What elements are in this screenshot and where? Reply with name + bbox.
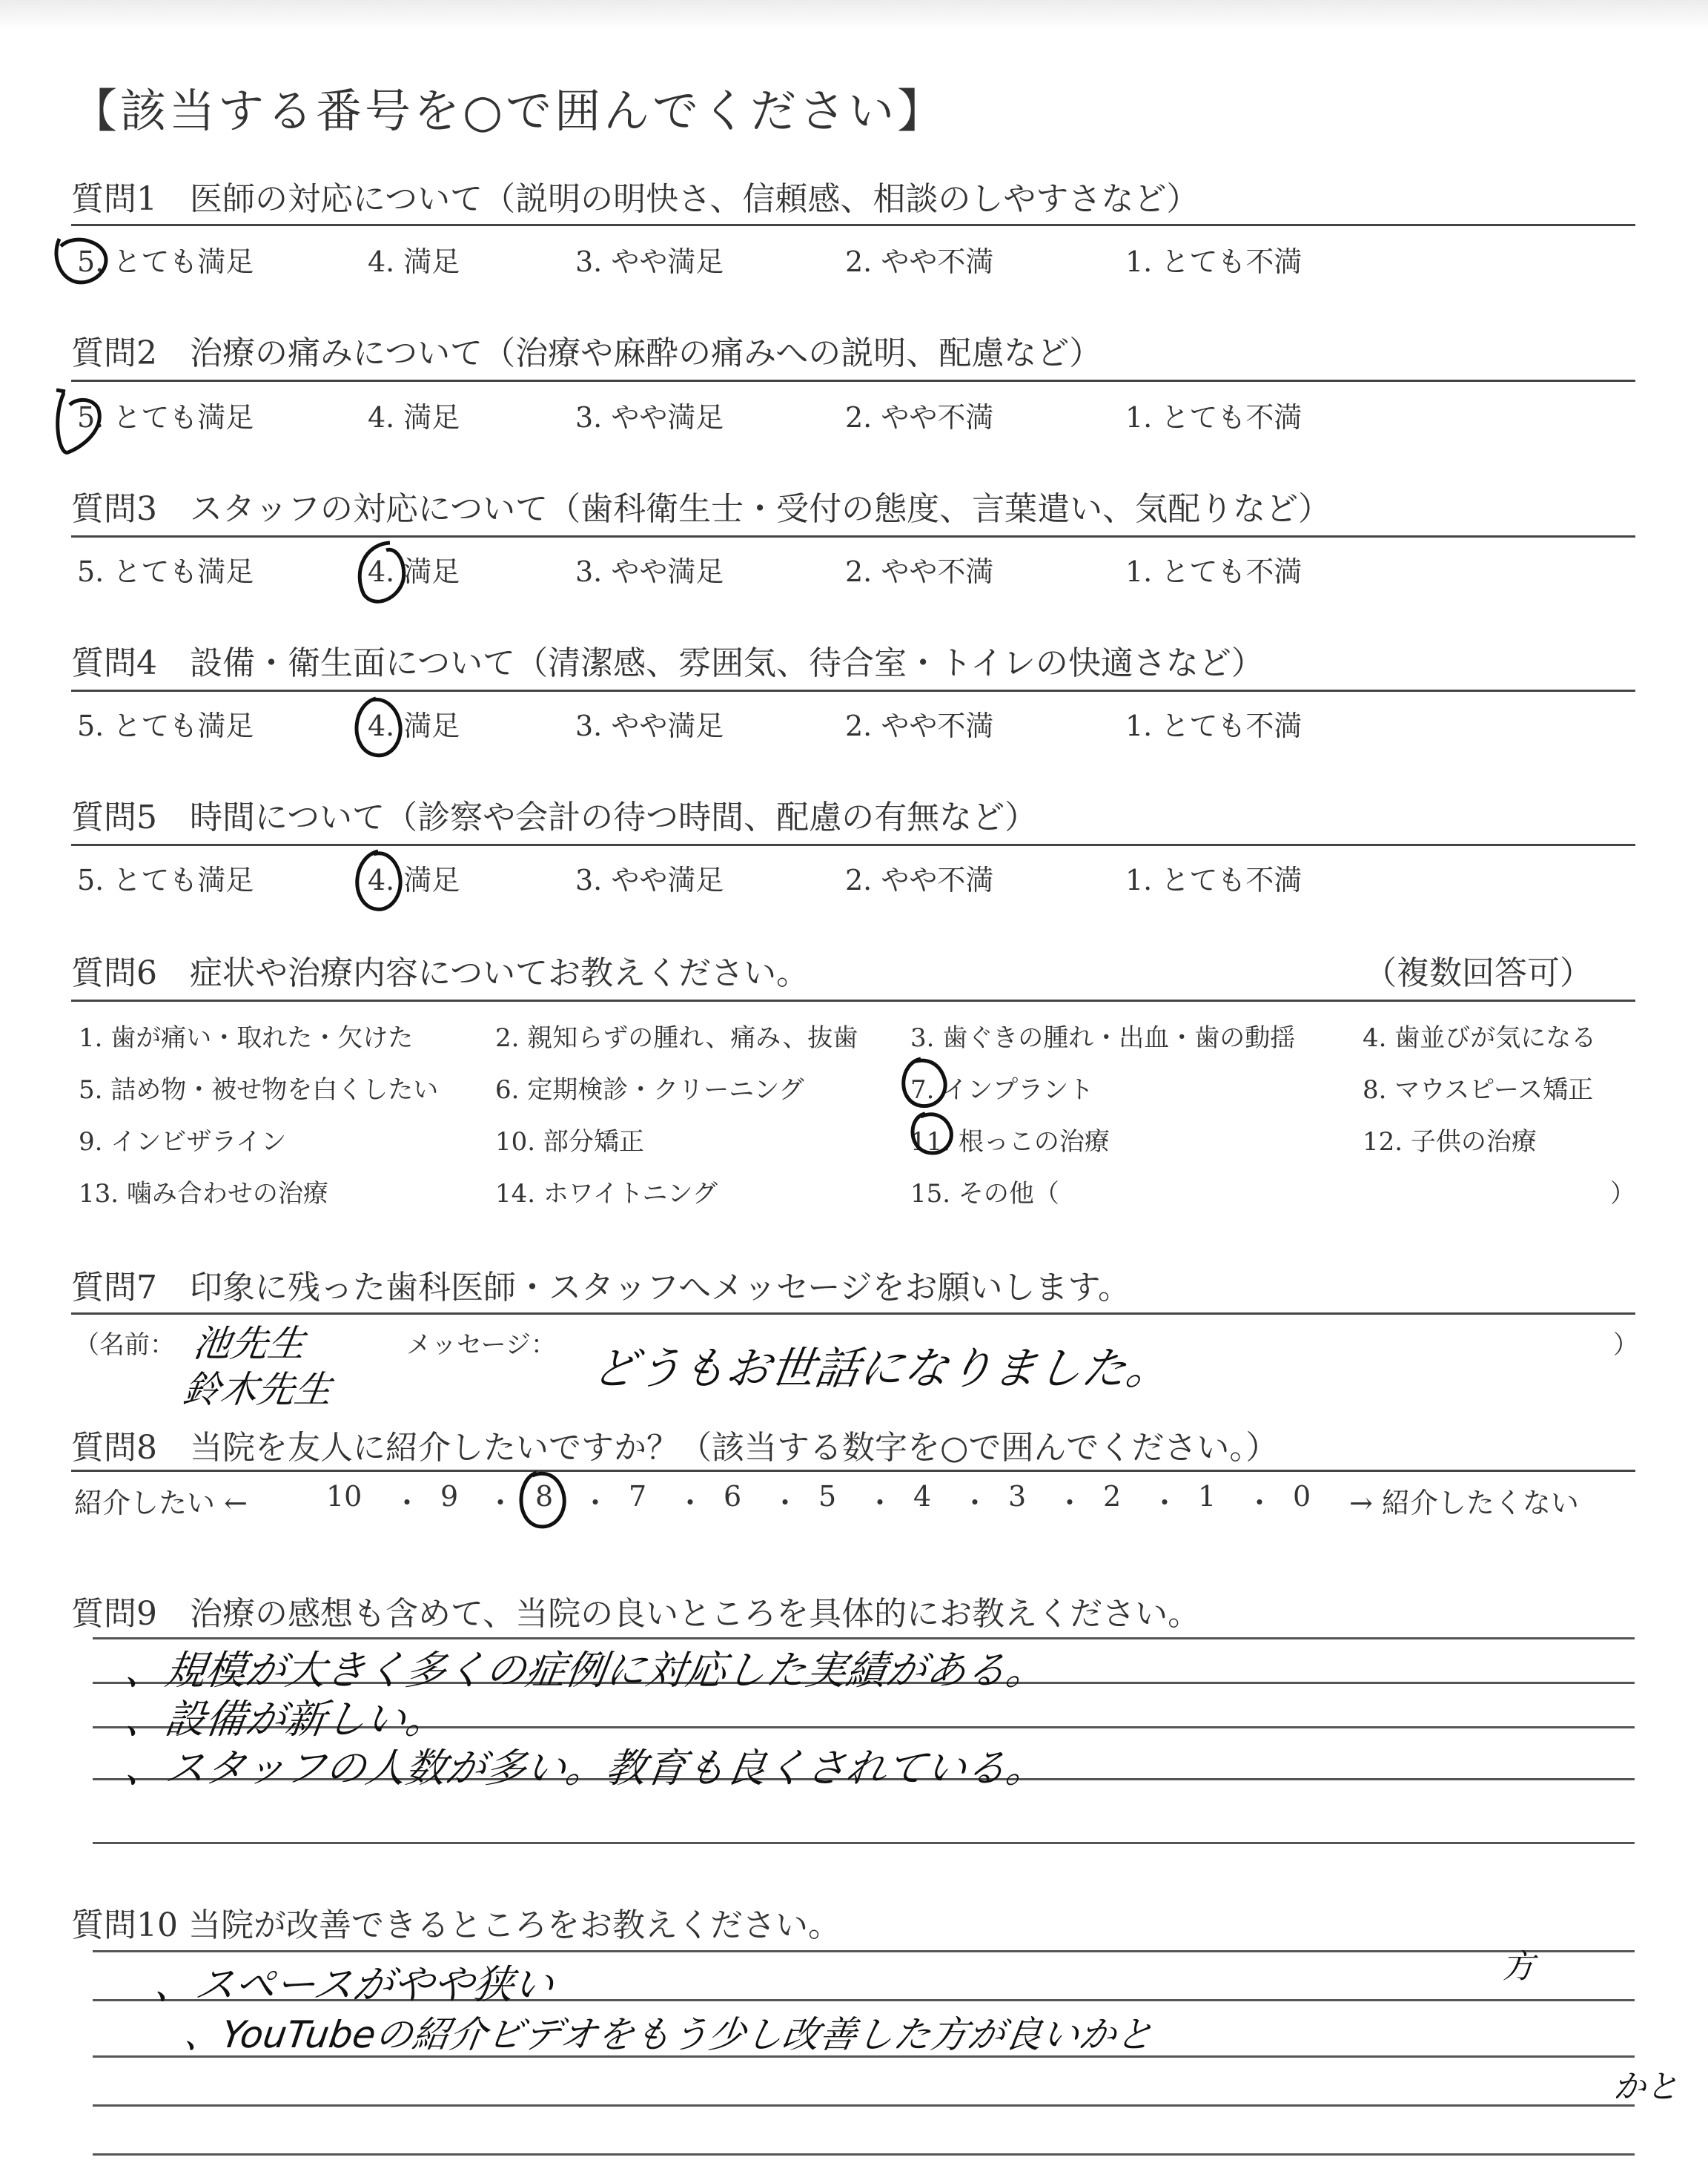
- scan-top-band: [0, 0, 1708, 30]
- q8-sep: ・: [1056, 1487, 1085, 1519]
- q8-sep: ・: [771, 1487, 800, 1519]
- q6-item-5[interactable]: 5. 詰め物・被せ物を白くしたい: [79, 1075, 439, 1105]
- q5-option-2[interactable]: 2. やや不満: [845, 864, 994, 896]
- q1-option-4[interactable]: 4. 満足: [368, 245, 460, 278]
- q1-rule: [71, 224, 1635, 226]
- q4-option-4[interactable]: 4. 満足: [368, 710, 460, 742]
- q2-option-2[interactable]: 2. やや不満: [845, 401, 994, 434]
- q6-item-4[interactable]: 4. 歯並びが気になる: [1363, 1023, 1597, 1053]
- q3-option-4[interactable]: 4. 満足: [368, 555, 460, 588]
- q8-sep: ・: [866, 1487, 895, 1519]
- q7-handwritten-name-1[interactable]: 池先生: [191, 1322, 308, 1365]
- q8-selection-circle: [510, 1467, 577, 1533]
- q6-item-7[interactable]: 7. インプラント: [910, 1075, 1094, 1105]
- q1-option-2[interactable]: 2. やや不満: [845, 245, 994, 278]
- q5-selection-circle: [342, 844, 417, 918]
- q2-selection-circle: [46, 386, 120, 460]
- q3-selection-circle: [345, 535, 420, 610]
- q8-sep: ・: [961, 1487, 990, 1519]
- q8-rule: [71, 1470, 1635, 1472]
- q9-handwritten-3[interactable]: 、スタッフの人数が多い。教育も良くされている。: [122, 1745, 1050, 1791]
- q3-option-1[interactable]: 1. とても不満: [1125, 555, 1302, 588]
- q6-item-15-close: ）: [1610, 1179, 1635, 1209]
- q8-scale-6[interactable]: 6: [724, 1480, 742, 1513]
- q8-sep: ・: [676, 1487, 705, 1519]
- q2-title: 質問2 治療の痛みについて（治療や麻酔の痛みへの説明、配慮など）: [71, 334, 1102, 372]
- q8-scale-7[interactable]: 7: [629, 1480, 647, 1513]
- q4-title: 質問4 設備・衛生面について（清潔感、雰囲気、待合室・トイレの快適さなど）: [71, 644, 1264, 682]
- q10-title: 質問10 当院が改善できるところをお教えください。: [71, 1906, 841, 1944]
- q1-selection-circle: [46, 231, 120, 291]
- q4-option-3[interactable]: 3. やや満足: [575, 710, 724, 742]
- q8-title: 質問8 当院を友人に紹介したいですか？（該当する数字を○で囲んでください。）: [71, 1429, 1279, 1467]
- q5-option-3[interactable]: 3. やや満足: [575, 864, 724, 896]
- q8-scale-2[interactable]: 2: [1103, 1480, 1122, 1513]
- q7-title: 質問7 印象に残った歯科医師・スタッフへメッセージをお願いします。: [71, 1269, 1131, 1307]
- q4-option-1[interactable]: 1. とても不満: [1125, 710, 1302, 742]
- q10-line-5: [93, 2153, 1635, 2156]
- q6-item-13[interactable]: 13. 噛み合わせの治療: [79, 1179, 328, 1209]
- q3-rule: [71, 535, 1635, 538]
- q4-option-5[interactable]: 5. とても満足: [77, 710, 254, 742]
- q6-item-11-circle: [903, 1108, 962, 1160]
- q6-item-11[interactable]: 11. 根っこの治療: [910, 1127, 1110, 1157]
- q2-option-3[interactable]: 3. やや満足: [575, 401, 724, 434]
- q2-option-1[interactable]: 1. とても不満: [1125, 401, 1302, 434]
- q6-item-6[interactable]: 6. 定期検診・クリーニング: [495, 1075, 804, 1105]
- q4-option-2[interactable]: 2. やや不満: [845, 710, 994, 742]
- q6-rule: [71, 1000, 1635, 1002]
- q7-close-paren: ）: [1613, 1330, 1638, 1360]
- q5-option-1[interactable]: 1. とても不満: [1125, 864, 1302, 896]
- q8-sep: ・: [581, 1487, 610, 1519]
- q8-scale-8[interactable]: 8: [535, 1480, 554, 1513]
- q6-item-14[interactable]: 14. ホワイトニング: [495, 1179, 718, 1209]
- q1-option-1[interactable]: 1. とても不満: [1125, 245, 1302, 278]
- q6-item-10[interactable]: 10. 部分矯正: [495, 1127, 644, 1157]
- q8-scale-4[interactable]: 4: [913, 1480, 932, 1513]
- q8-left-label: 紹介したい ←: [74, 1487, 248, 1519]
- q10-line-4: [93, 2104, 1635, 2107]
- q5-option-4[interactable]: 4. 満足: [368, 864, 460, 896]
- q10-handwritten-1[interactable]: 、スペースがやや狭い: [152, 1961, 557, 2008]
- q2-rule: [71, 380, 1635, 382]
- q10-handwritten-2[interactable]: 、YouTubeの紹介ビデオをもう少し改善した方が良いかと: [182, 2013, 1156, 2056]
- q6-title: 質問6 症状や治療内容についてお教えください。: [71, 954, 810, 992]
- q4-rule: [71, 690, 1635, 692]
- q3-option-3[interactable]: 3. やや満足: [575, 555, 724, 588]
- q8-sep: ・: [1245, 1487, 1274, 1519]
- q10-line-1: [93, 1950, 1635, 1952]
- q8-scale-1[interactable]: 1: [1198, 1480, 1217, 1513]
- q4-selection-circle: [342, 690, 417, 764]
- q1-option-3[interactable]: 3. やや満足: [575, 245, 724, 278]
- q5-rule: [71, 844, 1635, 846]
- page-title: 【該当する番号を○で囲んでください】: [71, 84, 947, 138]
- q7-handwritten-message[interactable]: どうもお世話になりました。: [589, 1343, 1175, 1395]
- q8-scale-3[interactable]: 3: [1008, 1480, 1027, 1513]
- q8-right-label: → 紹介したくない: [1349, 1487, 1579, 1519]
- q6-note: （複数回答可）: [1364, 954, 1592, 992]
- q1-title: 質問1 医師の対応について（説明の明快さ、信頼感、相談のしやすさなど）: [71, 180, 1199, 218]
- q8-scale-5[interactable]: 5: [818, 1480, 837, 1513]
- q9-handwritten-2[interactable]: 、設備が新しい。: [122, 1696, 449, 1743]
- q8-sep: ・: [1151, 1487, 1179, 1519]
- q2-option-4[interactable]: 4. 満足: [368, 401, 460, 434]
- q6-item-15[interactable]: 15. その他（: [910, 1179, 1059, 1209]
- q6-item-7-circle: [891, 1053, 958, 1112]
- q5-title: 質問5 時間について（診察や会計の待つ時間、配慮の有無など）: [71, 799, 1038, 836]
- q6-item-2[interactable]: 2. 親知らずの腫れ、痛み、抜歯: [495, 1023, 858, 1053]
- q9-title: 質問9 治療の感想も含めて、当院の良いところを具体的にお教えください。: [71, 1595, 1201, 1633]
- q3-option-5[interactable]: 5. とても満足: [77, 555, 254, 588]
- q3-option-2[interactable]: 2. やや不満: [845, 555, 994, 588]
- q8-sep: ・: [393, 1487, 422, 1519]
- q9-line-5: [93, 1842, 1635, 1844]
- q7-handwritten-name-2[interactable]: 鈴木先生: [180, 1368, 335, 1411]
- q5-option-5[interactable]: 5. とても満足: [77, 864, 254, 896]
- q1-option-5[interactable]: 5. とても満足: [77, 245, 254, 278]
- q3-title: 質問3 スタッフの対応について（歯科衛生士・受付の態度、言葉遣い、気配りなど）: [71, 490, 1331, 528]
- q6-item-8[interactable]: 8. マウスピース矯正: [1363, 1075, 1594, 1105]
- q6-item-1[interactable]: 1. 歯が痛い・取れた・欠けた: [79, 1023, 414, 1053]
- q10-insert-mark: 方: [1502, 1948, 1535, 1986]
- q6-item-3[interactable]: 3. 歯ぐきの腫れ・出血・歯の動揺: [910, 1023, 1296, 1053]
- q8-scale-10[interactable]: 10: [326, 1480, 363, 1513]
- q2-option-5[interactable]: 5. とても満足: [77, 401, 254, 434]
- q8-scale-0[interactable]: 0: [1293, 1480, 1311, 1513]
- q9-handwritten-1[interactable]: 、規模が大きく多くの症例に対応した実績がある。: [122, 1647, 1050, 1694]
- q7-message-label: メッセージ：: [406, 1330, 556, 1360]
- q6-item-12[interactable]: 12. 子供の治療: [1363, 1127, 1537, 1157]
- q10-tail: かと: [1613, 2068, 1678, 2106]
- q7-name-label: （名前：: [74, 1330, 175, 1360]
- q8-scale-9[interactable]: 9: [440, 1480, 459, 1513]
- q8-sep: ・: [486, 1487, 515, 1519]
- q6-item-9[interactable]: 9. インビザライン: [79, 1127, 287, 1157]
